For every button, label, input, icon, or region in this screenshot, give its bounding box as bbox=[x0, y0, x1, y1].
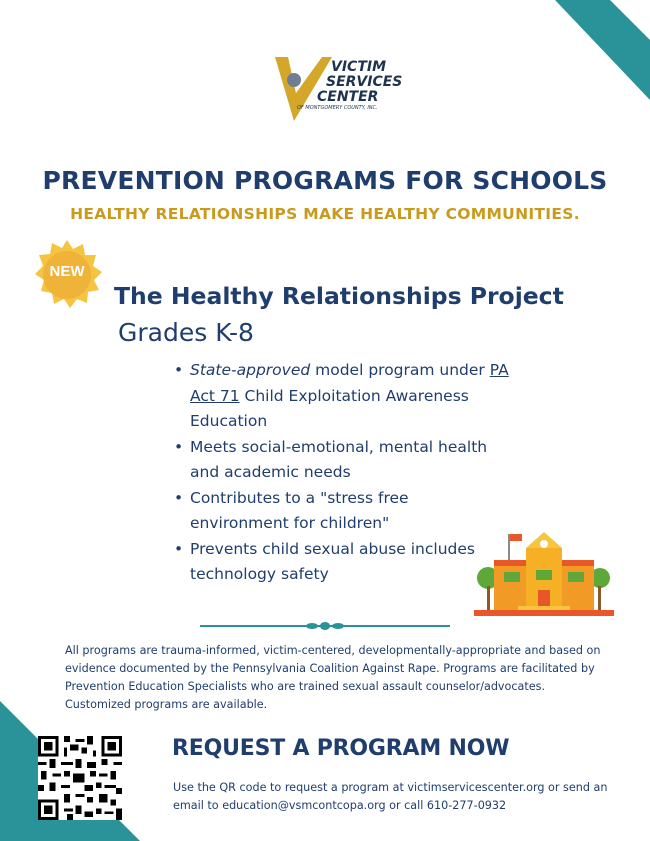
program-description: All programs are trauma-informed, victim-centered, developmentally-appropriate and based on evidence documented by the Pennsylvania Coalition Against Rape. Programs are facilitated by Prevention Education Specialists who are trained sexual assault counselor/advocates. Customized programs are available. bbox=[65, 644, 601, 711]
logo-line-1: VICTIM bbox=[331, 59, 387, 75]
list-item: • Contributes to a "stress free environment for children" bbox=[172, 486, 512, 537]
program-features-list bbox=[172, 358, 512, 588]
logo-line-2: SERVICES bbox=[326, 74, 403, 90]
new-badge-label: NEW bbox=[49, 263, 85, 280]
corner-notch bbox=[610, 0, 650, 40]
page-title: PREVENTION PROGRAMS FOR SCHOOLS bbox=[42, 166, 608, 195]
request-instructions: Use the QR code to request a program at victimservicescenter.org or send an email to education@vsmcontcopa.org or call 610-277-0932 bbox=[173, 781, 608, 812]
logo-line-3: CENTER bbox=[317, 89, 379, 105]
logo-text bbox=[297, 59, 403, 112]
bullet-1-end: Child Exploitation Awareness Education bbox=[190, 386, 469, 430]
request-program-heading: REQUEST A PROGRAM NOW bbox=[172, 736, 510, 761]
project-title: The Healthy Relationships Project bbox=[114, 282, 564, 310]
pa-act-71-link[interactable]: PA Act 71 bbox=[190, 361, 509, 405]
list-item: • Prevents child sexual abuse includes technology safety bbox=[172, 537, 512, 588]
qr-code-icon[interactable] bbox=[38, 736, 122, 820]
grades-label: Grades K-8 bbox=[118, 318, 254, 347]
decorative-divider bbox=[200, 620, 450, 632]
list-item bbox=[172, 358, 512, 435]
logo-line-4: OF MONTGOMERY COUNTY, INC. bbox=[297, 105, 378, 111]
list-item: • Meets social-emotional, mental health and academic needs bbox=[172, 435, 512, 486]
bullet-1-em: State-approved bbox=[190, 361, 311, 379]
school-building-illustration bbox=[474, 528, 614, 618]
page-subtitle: HEALTHY RELATIONSHIPS MAKE HEALTHY COMMUNITIES. bbox=[70, 205, 580, 223]
bullet-1-text: model program under bbox=[310, 361, 490, 379]
